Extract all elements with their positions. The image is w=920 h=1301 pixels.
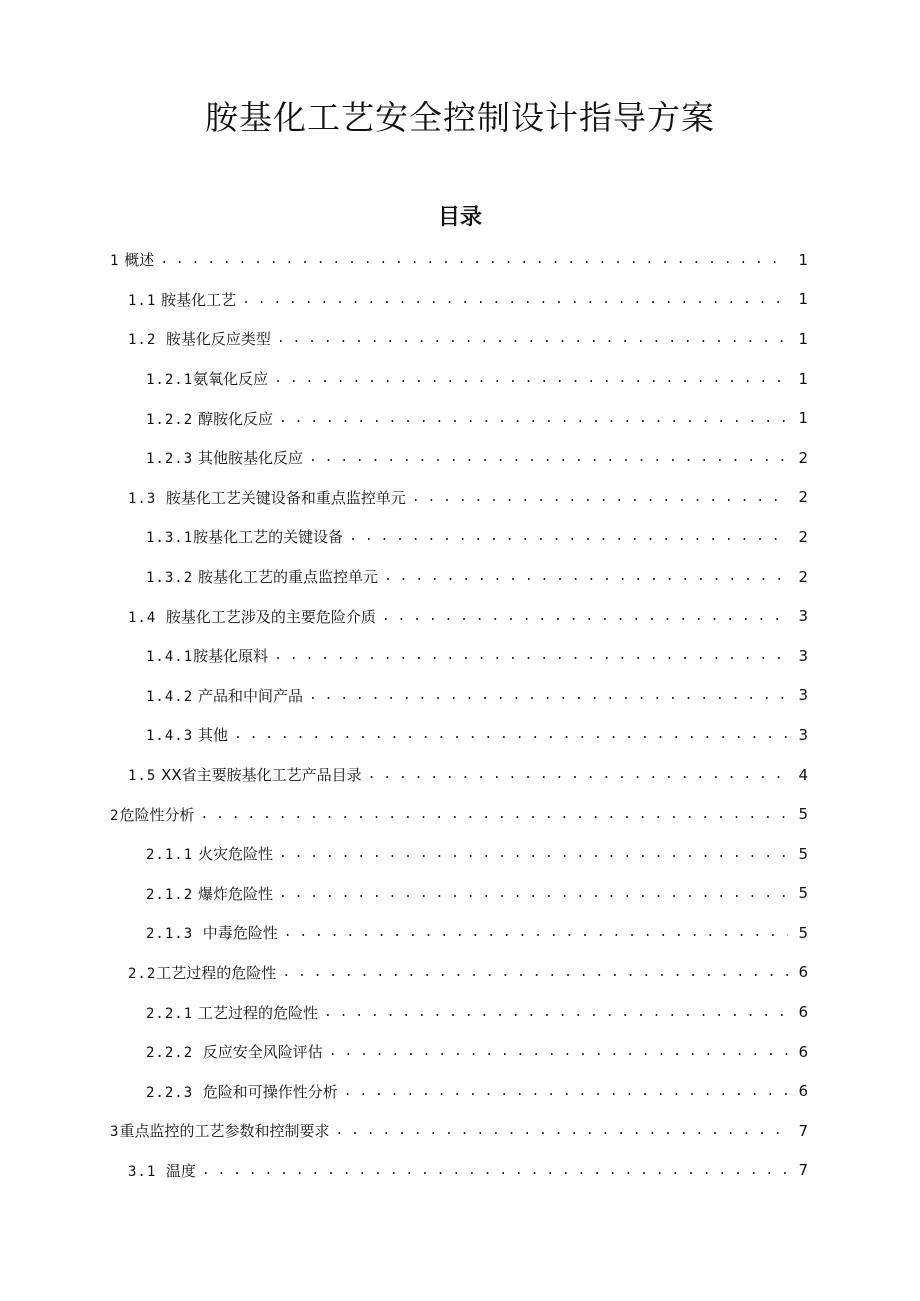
toc-entry-number: 1.5 (128, 768, 157, 785)
toc-entry[interactable] (0, 398, 920, 438)
toc-leader-dots (335, 1123, 788, 1138)
toc-entry-page: 1 (798, 290, 808, 309)
toc-leader-dots (160, 252, 788, 267)
toc-entry-page: 2 (798, 527, 808, 546)
toc-entry-page: 2 (798, 567, 808, 586)
toc-entry-title: 胺基化原料 (193, 647, 269, 666)
toc-entry-title: 胺基化工艺的关键设备 (193, 528, 344, 547)
toc-leader-dots (202, 1163, 788, 1178)
toc-entry-page: 6 (798, 1042, 808, 1061)
toc-entry-page: 7 (798, 1161, 808, 1180)
toc-entry-page: 5 (798, 805, 808, 824)
toc-entry-title: 工艺过程的危险性 (156, 963, 277, 982)
toc-entry-number: 2.2.3 (146, 1084, 194, 1101)
toc-entry[interactable] (0, 913, 920, 953)
toc-entry[interactable] (0, 1151, 920, 1191)
toc-entry-number: 1.4.2 (146, 688, 194, 705)
toc-leader-dots (279, 886, 788, 901)
toc-entry-page: 1 (798, 409, 808, 428)
toc-entry-page: 5 (798, 844, 808, 863)
toc-entry-number: 2 (110, 807, 120, 824)
toc-leader-dots (309, 450, 788, 465)
toc-entry-title: 其他胺基化反应 (197, 449, 303, 468)
toc-entry-title: 氨氧化反应 (193, 370, 269, 389)
toc-leader-dots (382, 609, 788, 624)
toc-entry-title: 危险和可操作性分析 (202, 1082, 338, 1101)
toc-entry[interactable] (0, 359, 920, 399)
toc-leader-dots (274, 371, 788, 386)
toc-entry-number: 1.2.3 (146, 451, 194, 468)
toc-entry-title: 胺基化工艺关键设备和重点监控单元 (165, 488, 406, 507)
toc-leader-dots (368, 767, 788, 782)
toc-entry-title: 产品和中间产品 (197, 686, 303, 705)
toc-leader-dots (384, 569, 788, 584)
toc-entry-title: 爆炸危险性 (197, 884, 273, 903)
toc-entry-number: 1.3.1 (146, 530, 194, 547)
toc-entry-title: 醇胺化反应 (197, 409, 273, 428)
toc-entry-title: 中毒危险性 (202, 924, 278, 943)
toc-entry[interactable] (0, 794, 920, 834)
toc-leader-dots (242, 292, 788, 307)
toc-entry[interactable] (0, 834, 920, 874)
toc-entry-title: 胺基化工艺的重点监控单元 (197, 568, 378, 587)
document-title: 胺基化工艺安全控制设计指导方案 (205, 98, 715, 137)
toc-entry-page: 1 (798, 250, 808, 269)
toc-entry-title: 胺基化反应类型 (165, 330, 271, 349)
toc-entry-page: 6 (798, 1003, 808, 1022)
toc-entry[interactable] (0, 1032, 920, 1072)
toc-entry[interactable] (0, 1071, 920, 1111)
toc-leader-dots (279, 846, 788, 861)
toc-entry-title: 其他 (197, 726, 228, 745)
toc-entry[interactable] (0, 992, 920, 1032)
toc-entry-number: 1.3 (128, 490, 157, 507)
toc-entry-number: 2.2.1 (146, 1005, 194, 1022)
toc-entry-page: 2 (798, 488, 808, 507)
toc-entry-number: 2.2.2 (146, 1045, 194, 1062)
toc-entry-page: 3 (798, 646, 808, 665)
toc-entry-number: 2.1.3 (146, 926, 194, 943)
toc-entry-number: 1.2.2 (146, 411, 194, 428)
toc-entry-page: 4 (798, 765, 808, 784)
toc-entry-number: 1.4.3 (146, 728, 194, 745)
toc-entry-number: 1.4.1 (146, 649, 194, 666)
toc-entry[interactable] (0, 596, 920, 636)
toc-entry-page: 6 (798, 963, 808, 982)
toc-leader-dots (324, 1005, 788, 1020)
toc-entry-number: 1.1 (128, 292, 157, 309)
toc-entry-number: 2.2 (128, 965, 157, 982)
toc-leader-dots (282, 965, 788, 980)
toc-entry-title: 反应安全风险评估 (202, 1043, 323, 1062)
toc-leader-dots (344, 1084, 788, 1099)
toc-entry-title: 火灾危险性 (197, 845, 273, 864)
toc-leader-dots (284, 925, 788, 940)
toc-entry-number: 2.1.1 (146, 847, 194, 864)
toc-entry-page: 5 (798, 884, 808, 903)
toc-entry-page: 3 (798, 607, 808, 626)
toc-entry[interactable] (0, 557, 920, 597)
toc-entry-page: 6 (798, 1082, 808, 1101)
toc-entry-page: 7 (798, 1121, 808, 1140)
toc-entry-number: 1.2.1 (146, 372, 194, 389)
toc-entry-title: 胺基化工艺 (161, 290, 237, 309)
toc-leader-dots (277, 331, 788, 346)
toc-entry[interactable] (0, 636, 920, 676)
toc-entry-title: 概述 (124, 251, 155, 270)
toc-entry[interactable] (0, 280, 920, 320)
toc-entry[interactable] (0, 438, 920, 478)
toc-leader-dots (234, 727, 788, 742)
toc-entry-page: 2 (798, 448, 808, 467)
toc-entry-number: 3.1 (128, 1163, 157, 1180)
toc-entry-title: XX省主要胺基化工艺产品目录 (161, 766, 362, 785)
toc-entry-number: 1 (110, 253, 120, 270)
toc-entry[interactable] (0, 319, 920, 359)
table-of-contents (0, 240, 920, 1190)
toc-entry-page: 1 (798, 329, 808, 348)
toc-leader-dots (412, 490, 788, 505)
toc-leader-dots (200, 807, 788, 822)
toc-leader-dots (329, 1044, 788, 1059)
toc-entry-number: 1.4 (128, 609, 157, 626)
toc-entry-page: 3 (798, 725, 808, 744)
toc-entry-page: 1 (798, 369, 808, 388)
toc-entry[interactable] (0, 874, 920, 914)
toc-entry-number: 3 (110, 1124, 120, 1141)
toc-entry-page: 3 (798, 686, 808, 705)
toc-entry[interactable] (0, 1111, 920, 1151)
toc-entry-title: 胺基化工艺涉及的主要危险介质 (165, 607, 376, 626)
toc-entry-title: 温度 (165, 1161, 196, 1180)
toc-leader-dots (279, 411, 788, 426)
toc-leader-dots (349, 529, 788, 544)
toc-entry-title: 重点监控的工艺参数和控制要求 (119, 1122, 330, 1141)
toc-entry-number: 1.2 (128, 332, 157, 349)
toc-entry[interactable] (0, 953, 920, 993)
toc-entry[interactable] (0, 478, 920, 518)
toc-heading: 目录 (437, 205, 482, 230)
toc-entry-number: 2.1.2 (146, 886, 194, 903)
toc-entry-number: 1.3.2 (146, 570, 194, 587)
toc-entry[interactable] (0, 755, 920, 795)
toc-entry[interactable] (0, 240, 920, 280)
toc-entry[interactable] (0, 715, 920, 755)
toc-entry-page: 5 (798, 923, 808, 942)
toc-entry[interactable] (0, 517, 920, 557)
toc-entry-title: 危险性分析 (119, 805, 195, 824)
toc-leader-dots (274, 648, 788, 663)
toc-entry-title: 工艺过程的危险性 (197, 1003, 318, 1022)
toc-leader-dots (309, 688, 788, 703)
toc-entry[interactable] (0, 676, 920, 716)
